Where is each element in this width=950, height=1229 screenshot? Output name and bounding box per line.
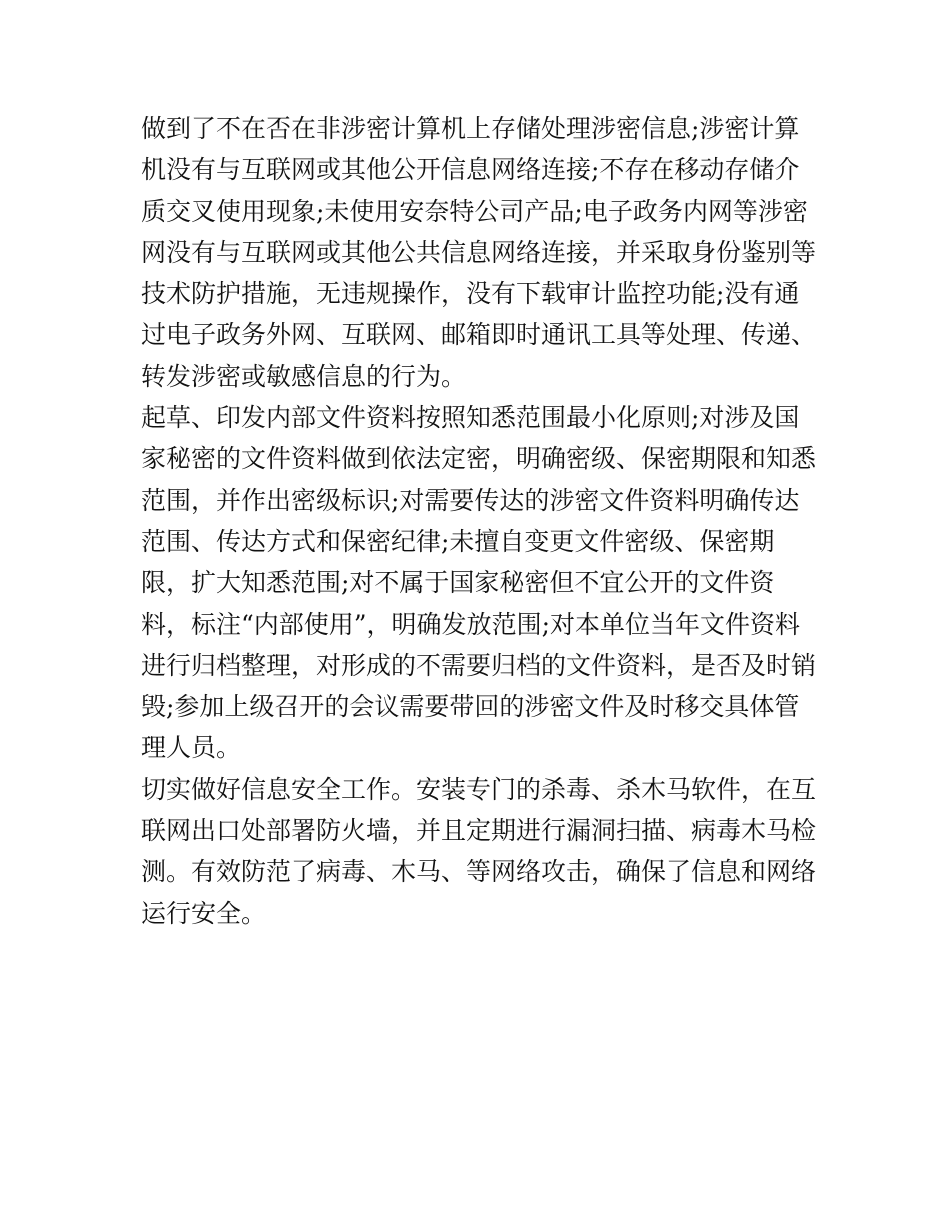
text-line: 技术防护措施，无违规操作，没有下载审计监控功能;没有通 (141, 279, 800, 309)
text-line: 进行归档整理，对形成的不需要归档的文件资料，是否及时销 (141, 650, 817, 680)
paragraph-3 (141, 769, 831, 934)
text-line: 切实做好信息安全工作。安装专门的杀毒、杀木马软件，在互 (141, 774, 817, 804)
text-line: 网没有与互联网或其他公共信息网络连接，并采取身份鉴别等 (141, 237, 817, 267)
document-body (141, 108, 831, 934)
text-line: 范围，并作出密级标识;对需要传达的涉密文件资料明确传达 (141, 485, 800, 515)
text-line: 做到了不在否在非涉密计算机上存储处理涉密信息;涉密计算 (141, 114, 800, 143)
paragraph-1 (141, 108, 831, 397)
text-line: 转发涉密或敏感信息的行为。 (141, 361, 467, 391)
text-line: 范围、传达方式和保密纪律;未擅自变更文件密级、保密期 (141, 526, 775, 556)
text-line: 限，扩大知悉范围;对不属于国家秘密但不宜公开的文件资 (141, 568, 775, 598)
text-line: 联网出口处部署防火墙，并且定期进行漏洞扫描、病毒木马检 (141, 816, 817, 846)
text-line: 毁;参加上级召开的会议需要带回的涉密文件及时移交具体管 (141, 692, 800, 722)
paragraph-2 (141, 397, 831, 769)
text-line: 运行安全。 (141, 898, 267, 928)
text-line: 过电子政务外网、互联网、邮箱即时通讯工具等处理、传递、 (141, 320, 817, 350)
text-line: 料，标注“内部使用”，明确发放范围;对本单位当年文件资料 (141, 609, 800, 639)
text-line: 机没有与互联网或其他公开信息网络连接;不存在移动存储介 (141, 155, 800, 185)
text-line: 家秘密的文件资料做到依法定密，明确密级、保密期限和知悉 (141, 444, 817, 474)
text-line: 起草、印发内部文件资料按照知悉范围最小化原则;对涉及国 (141, 403, 800, 433)
text-line: 测。有效防范了病毒、木马、等网络攻击，确保了信息和网络 (141, 857, 817, 887)
text-line: 理人员。 (141, 733, 242, 763)
text-line: 质交叉使用现象;未使用安奈特公司产品;电子政务内网等涉密 (141, 196, 808, 226)
